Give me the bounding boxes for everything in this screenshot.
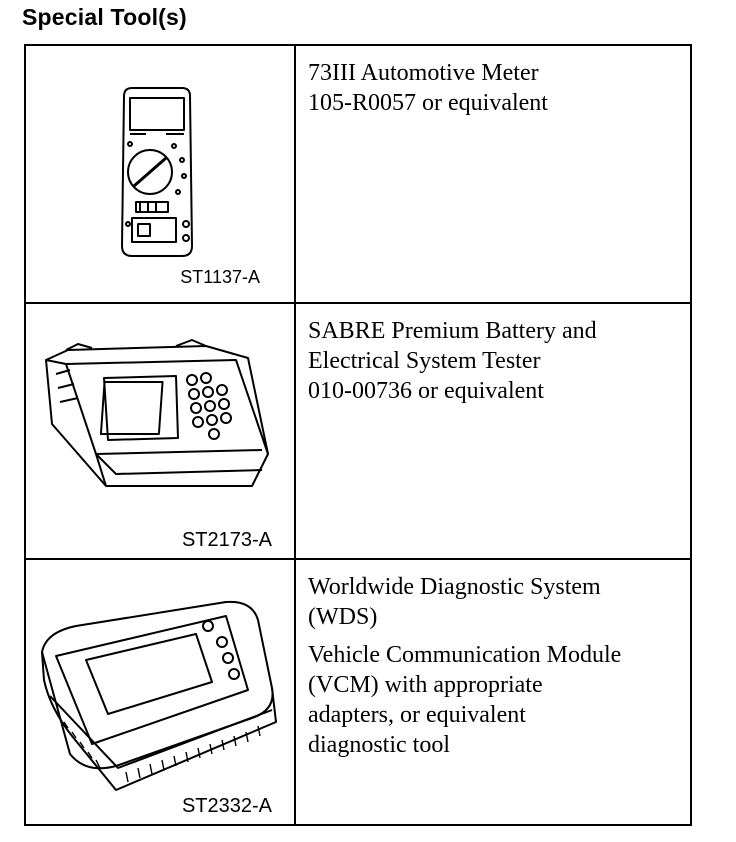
tool-description-cell xyxy=(295,559,691,825)
tool-description-line: Electrical System Tester xyxy=(308,348,541,374)
tool-code-label: ST2173-A xyxy=(181,529,272,551)
tool-code-label: ST1137-A xyxy=(180,267,260,287)
battery-tester-icon xyxy=(26,304,294,560)
tool-description-line: (WDS) xyxy=(308,604,378,630)
tool-image-cell xyxy=(25,303,295,559)
multimeter-icon xyxy=(26,46,294,304)
tool-description-line: 73III Automotive Meter xyxy=(308,60,539,86)
tool-description-line: diagnostic tool xyxy=(308,732,450,758)
tool-description-line: 010-00736 or equivalent xyxy=(308,378,544,404)
tool-description-line: adapters, or equivalent xyxy=(308,702,526,728)
page-title: Special Tool(s) xyxy=(22,4,187,30)
table-row xyxy=(25,303,691,559)
table-row xyxy=(25,45,691,303)
tool-description-line: Worldwide Diagnostic System xyxy=(308,574,601,600)
tool-description-line: (VCM) with appropriate xyxy=(308,672,543,698)
tool-description-line: Vehicle Communication Module xyxy=(308,642,622,668)
tool-code-label: ST2332-A xyxy=(181,795,272,817)
special-tools-table xyxy=(24,44,692,826)
description-spacer xyxy=(308,632,680,640)
diagnostic-module-icon xyxy=(26,560,294,826)
tool-description-cell xyxy=(295,303,691,559)
tool-description-cell xyxy=(295,45,691,303)
tool-image-cell xyxy=(25,45,295,303)
table-row xyxy=(25,559,691,825)
tool-description-line: 105-R0057 or equivalent xyxy=(308,90,548,116)
tool-description-line: SABRE Premium Battery and xyxy=(308,318,597,344)
tool-image-cell xyxy=(25,559,295,825)
